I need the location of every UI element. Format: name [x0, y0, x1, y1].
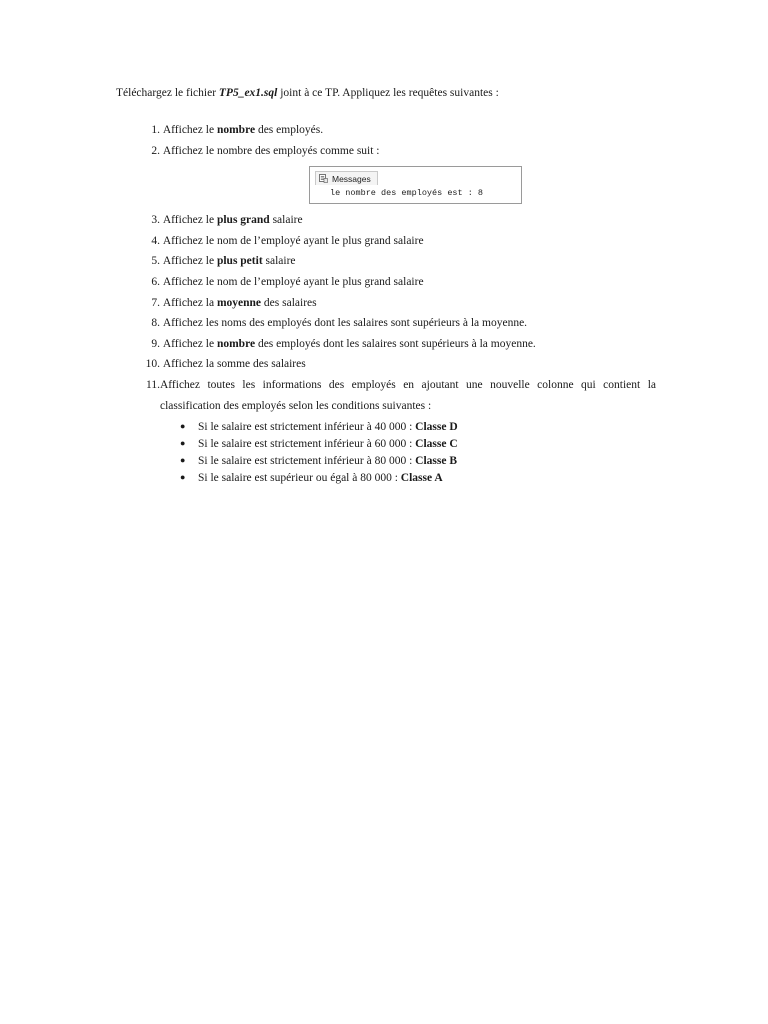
item-text: Affichez le nom de l’employé ayant le plus grand salaire — [162, 235, 424, 247]
messages-tab-label: Messages — [332, 173, 371, 184]
bullet-item — [180, 472, 443, 484]
item-text: Affichez la somme des salaires — [162, 358, 306, 370]
list-item — [138, 235, 424, 247]
list-item — [138, 297, 317, 309]
messages-output: le nombre des employés est : 8 — [330, 188, 484, 198]
item-number: 3. — [151, 214, 160, 226]
list-item — [138, 214, 303, 226]
bullet-icon: ● — [180, 438, 186, 448]
item-number: 9. — [151, 338, 160, 350]
item-text: des employés. — [255, 124, 324, 136]
item-text: Affichez le nom de l’employé ayant le plus grand salaire — [162, 276, 424, 288]
list-item — [138, 338, 536, 350]
bullet-class-label: Classe A — [400, 472, 443, 484]
item-text: salaire — [269, 214, 303, 226]
item-text: Affichez le nombre des employés comme suit : — [162, 145, 380, 157]
list-item — [138, 358, 306, 370]
item-number: 6. — [151, 276, 160, 288]
messages-panel — [309, 166, 522, 204]
item-number: 4. — [151, 235, 160, 247]
item-number: 7. — [151, 297, 160, 309]
item-text: des employés dont les salaires sont supérieurs à la moyenne. — [255, 338, 536, 350]
item-bold-text: moyenne — [216, 297, 262, 309]
list-item — [138, 317, 527, 329]
item-text: des salaires — [261, 297, 317, 309]
messages-icon — [319, 174, 328, 183]
item-bold-text: plus grand — [216, 214, 270, 226]
item-number: 5. — [151, 255, 160, 267]
item-bold-text: nombre — [216, 124, 256, 136]
bullet-icon: ● — [180, 472, 186, 482]
item-number: 2. — [151, 145, 160, 157]
item-text: Affichez le — [162, 214, 217, 226]
bullet-item — [180, 438, 458, 450]
sql-file-name: TP5_ex1.sql — [218, 87, 278, 99]
bullet-item — [180, 455, 457, 467]
item-text-line-2: classification des employés selon les conditions suivantes : — [160, 400, 432, 412]
item-bold-text: nombre — [216, 338, 256, 350]
item-number: 10. — [145, 358, 160, 370]
bullet-item — [180, 421, 458, 433]
item-text-line-1: Affichez toutes les informations des employés en ajoutant une nouvelle colonne qui contient la — [160, 379, 656, 391]
bullet-class-label: Classe D — [415, 421, 458, 433]
bullet-class-label: Classe C — [415, 438, 458, 450]
item-text: salaire — [262, 255, 296, 267]
bullet-text: Si le salaire est strictement inférieur à 40 000 : — [198, 421, 416, 433]
item-text: Affichez les noms des employés dont les salaires sont supérieurs à la moyenne. — [162, 317, 528, 329]
bullet-text: Si le salaire est supérieur ou égal à 80 000 : — [198, 472, 401, 484]
bullet-icon: ● — [180, 421, 186, 431]
list-item — [138, 124, 323, 136]
intro-paragraph — [116, 87, 499, 99]
intro-text-after: joint à ce TP. Appliquez les requêtes suivantes : — [277, 87, 499, 99]
item-text: Affichez le — [162, 124, 217, 136]
list-item — [138, 255, 296, 267]
intro-text-before: Téléchargez le fichier — [116, 87, 219, 99]
bullet-icon: ● — [180, 455, 186, 465]
item-number: 1. — [151, 124, 160, 136]
item-number: 8. — [151, 317, 160, 329]
item-text: Affichez le — [162, 255, 217, 267]
item-text: Affichez la — [162, 297, 217, 309]
item-number: 11. — [146, 379, 160, 391]
list-item — [138, 276, 424, 288]
messages-tab[interactable] — [315, 171, 378, 185]
list-item — [138, 145, 380, 157]
bullet-class-label: Classe B — [415, 455, 458, 467]
item-bold-text: plus petit — [216, 255, 263, 267]
bullet-text: Si le salaire est strictement inférieur à 60 000 : — [198, 438, 416, 450]
bullet-text: Si le salaire est strictement inférieur à 80 000 : — [198, 455, 416, 467]
item-text: Affichez le — [162, 338, 217, 350]
